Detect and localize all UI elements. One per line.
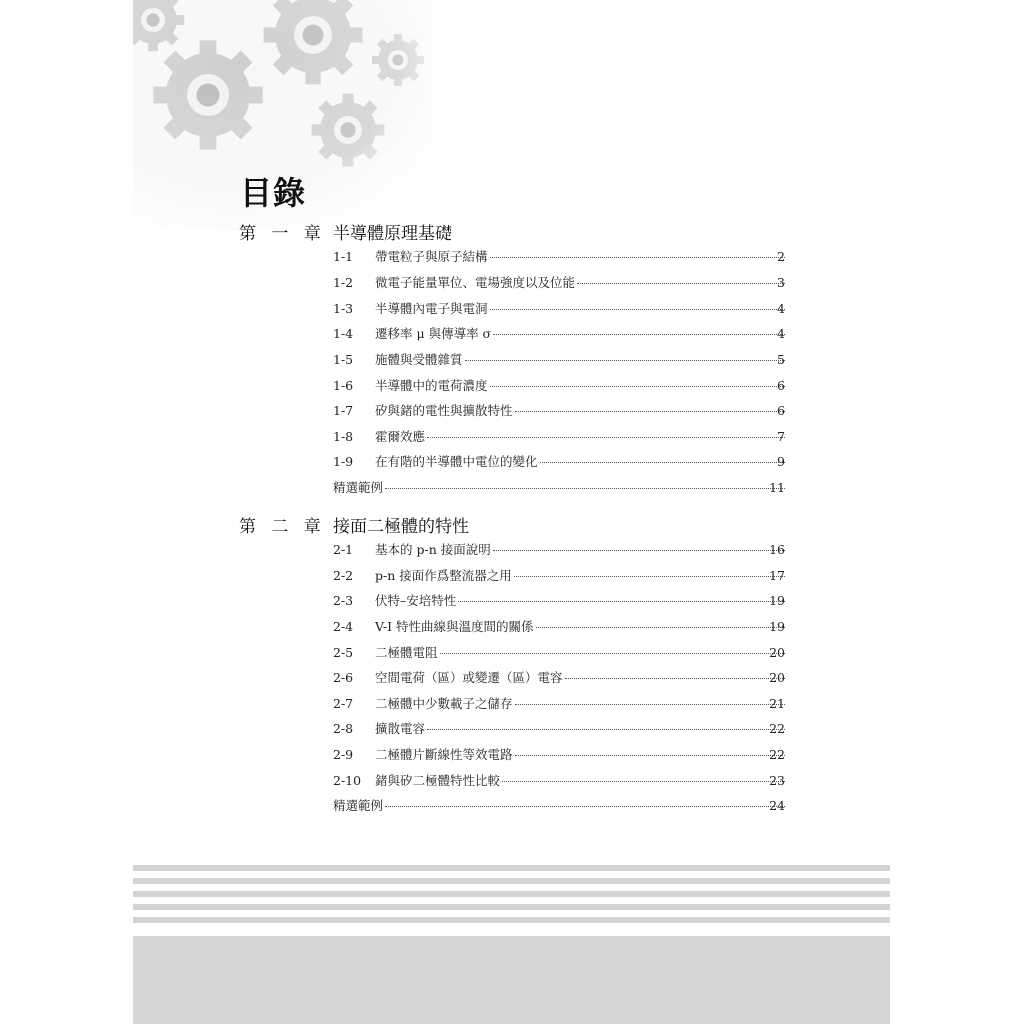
dot-leader [385, 805, 785, 807]
chapter-name: 半導體原理基礎 [333, 224, 452, 244]
footer-block [133, 936, 890, 1024]
section-number: 1-5 [333, 352, 354, 367]
section-number: 1-2 [333, 275, 354, 290]
chapter-number: 第 二 章 [239, 517, 326, 537]
section-number: 2-5 [333, 645, 354, 660]
section-title: 二極體片斷線性等效電路 [375, 747, 513, 762]
toc-entry[interactable] [333, 451, 785, 473]
page-number: 11 [769, 480, 785, 495]
page-number: 17 [769, 568, 785, 583]
page-number: 19 [769, 593, 785, 608]
toc-entry[interactable] [333, 539, 785, 561]
section-title: 精選範例 [333, 480, 384, 495]
section-title: 矽與鍺的電性與擴散特性 [375, 403, 513, 418]
dot-leader [515, 754, 785, 756]
page-title: 目錄 [240, 174, 307, 212]
toc-entry[interactable] [333, 298, 785, 320]
toc-entry[interactable] [333, 616, 785, 638]
section-title: p-n 接面作爲整流器之用 [375, 568, 512, 583]
page-number: 3 [777, 275, 785, 290]
toc-entry[interactable] [333, 667, 785, 689]
dot-leader [515, 410, 785, 412]
toc-entry[interactable] [333, 246, 785, 268]
section-title: 微電子能量單位、電場強度以及位能 [375, 275, 576, 290]
chapter-heading [239, 512, 799, 540]
section-title: 施體與受體雜質 [375, 352, 463, 367]
toc-entry[interactable] [333, 642, 785, 664]
section-title: 帶電粒子與原子結構 [375, 249, 488, 264]
section-number: 1-8 [333, 429, 354, 444]
section-number: 1-1 [333, 249, 354, 264]
section-number: 1-9 [333, 454, 354, 469]
section-number: 1-4 [333, 326, 354, 341]
dot-leader [514, 575, 785, 577]
section-number: 1-7 [333, 403, 354, 418]
stripe [133, 891, 890, 897]
page-number: 22 [769, 747, 785, 762]
toc-entry[interactable] [333, 795, 785, 817]
page-number: 22 [769, 721, 785, 736]
dot-leader [565, 677, 785, 679]
dot-leader [502, 780, 785, 782]
section-title: 伏特–安培特性 [375, 593, 457, 608]
stripe [133, 878, 890, 884]
toc-entry[interactable] [333, 349, 785, 371]
toc-entry[interactable] [333, 770, 785, 792]
page-number: 23 [769, 773, 785, 788]
chapter-name: 接面二極體的特性 [333, 517, 469, 537]
section-title: 空間電荷（區）或變遷（區）電容 [375, 670, 563, 685]
section-title: 鍺與矽二極體特性比較 [375, 773, 501, 788]
section-number: 2-10 [333, 773, 362, 788]
page-number: 19 [769, 619, 785, 634]
dot-leader [440, 652, 785, 654]
section-title: 二極體中少數載子之儲存 [375, 696, 513, 711]
page-number: 4 [777, 301, 785, 316]
dot-leader [490, 308, 785, 310]
section-title: 遷移率 μ 與傳導率 σ [375, 326, 492, 341]
section-number: 2-6 [333, 670, 354, 685]
toc-entry[interactable] [333, 272, 785, 294]
section-title: 基本的 p-n 接面說明 [375, 542, 491, 557]
page-number: 4 [777, 326, 785, 341]
chapter-number: 第 一 章 [239, 224, 326, 244]
dot-leader [385, 487, 785, 489]
page-number: 20 [769, 645, 785, 660]
dot-leader [536, 626, 785, 628]
section-number: 2-9 [333, 747, 354, 762]
toc-entry[interactable] [333, 426, 785, 448]
page-number: 6 [777, 403, 785, 418]
dot-leader [515, 703, 785, 705]
dot-leader [490, 385, 785, 387]
section-number: 2-7 [333, 696, 354, 711]
toc-entry[interactable] [333, 375, 785, 397]
stripe [133, 917, 890, 923]
stripe [133, 904, 890, 910]
page-number: 5 [777, 352, 785, 367]
section-number: 2-1 [333, 542, 354, 557]
dot-leader [490, 256, 785, 258]
dot-leader [427, 728, 785, 730]
page-number: 16 [769, 542, 785, 557]
page-number: 7 [777, 429, 785, 444]
section-title: V-I 特性曲線與溫度間的關係 [375, 619, 534, 634]
toc-entry[interactable] [333, 693, 785, 715]
page-number: 6 [777, 378, 785, 393]
section-title: 霍爾效應 [375, 429, 426, 444]
section-number: 2-8 [333, 721, 354, 736]
section-title: 半導體內電子與電洞 [375, 301, 488, 316]
toc-entry[interactable] [333, 744, 785, 766]
section-title: 在有階的半導體中電位的變化 [375, 454, 538, 469]
section-number: 2-4 [333, 619, 354, 634]
chapter-heading [239, 219, 799, 247]
page-number: 2 [777, 249, 785, 264]
toc-entry[interactable] [333, 590, 785, 612]
stripe [133, 865, 890, 871]
toc-entry[interactable] [333, 718, 785, 740]
dot-leader [577, 282, 785, 284]
section-number: 2-2 [333, 568, 354, 583]
section-number: 1-6 [333, 378, 354, 393]
toc-entry[interactable] [333, 477, 785, 499]
dot-leader [465, 359, 785, 361]
page-number: 20 [769, 670, 785, 685]
section-title: 二極體電阻 [375, 645, 438, 660]
dot-leader [427, 436, 785, 438]
section-title: 半導體中的電荷濃度 [375, 378, 488, 393]
section-title: 精選範例 [333, 798, 384, 813]
page-number: 24 [769, 798, 785, 813]
book-page [133, 0, 890, 1024]
toc-entry[interactable] [333, 323, 785, 345]
toc-entry[interactable] [333, 400, 785, 422]
section-number: 2-3 [333, 593, 354, 608]
page-number: 9 [777, 454, 785, 469]
dot-leader [458, 600, 785, 602]
dot-leader [493, 549, 785, 551]
toc-entry[interactable] [333, 565, 785, 587]
section-title: 擴散電容 [375, 721, 426, 736]
section-number: 1-3 [333, 301, 354, 316]
dot-leader [493, 333, 785, 335]
dot-leader [540, 461, 785, 463]
page-number: 21 [769, 696, 785, 711]
